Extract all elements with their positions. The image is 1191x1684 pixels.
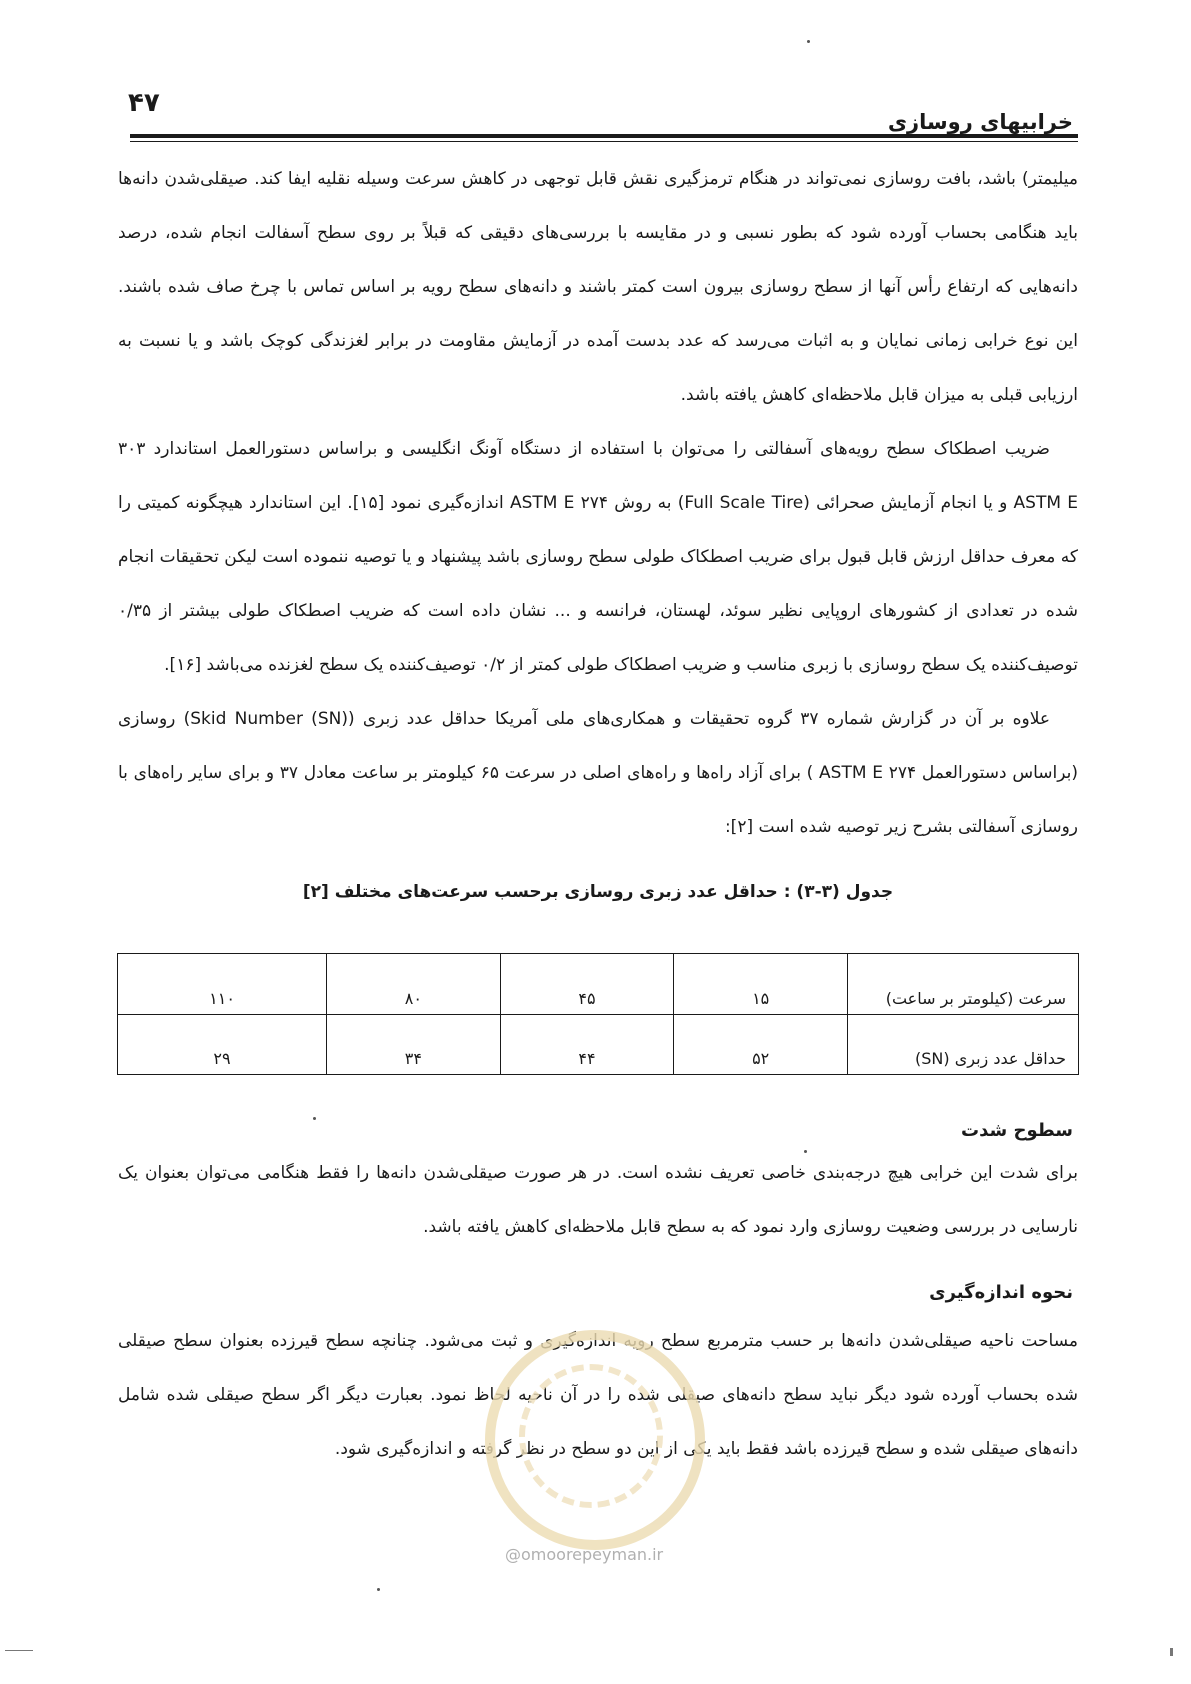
sn-cell: ۳۴ [327,1014,501,1075]
scan-edge-mark [5,1650,33,1651]
measurement-paragraph: مساحت ناحیه صیقلی‌شدن دانه‌ها بر حسب مترمربع سطح رویه اندازه‌گیری و ثبت می‌شود. چنانچه سطح قیرزده بعنوان سطح صیقلی شده بحساب آورده شود دیگر نباید سطح دانه‌های صیقلی شده را در آن ناحیه لحاظ نمود. بعبارت دیگر اگر سطح صیقلی شده شامل دانه‌های صیقلی شده و سطح قیرزده باشد فقط باید یکی از این دو سطح در نظر گرفته و اندازه‌گیری شود. [118,1331,1078,1459]
scan-speck [804,1150,807,1153]
sn-row-label: حداقل عدد زبری (SN) [848,1014,1079,1075]
severity-paragraph: برای شدت این خرابی هیچ درجه‌بندی خاصی تعریف نشده است. در هر صورت صیقلی‌شدن دانه‌ها را فقط هنگامی می‌توان بعنوان یک نارسایی در بررسی وضعیت روسازی وارد نمود که به سطح قابل ملاحظه‌ای کاهش یافته باشد. [118,1163,1078,1237]
scan-speck [377,1588,380,1591]
scan-edge-mark [1170,1648,1173,1656]
table-row-speed [118,954,1079,1015]
sn-cell: ۲۹ [118,1014,327,1075]
speed-cell: ۱۵ [674,954,848,1015]
paragraph-2: ضریب اصطکاک سطح رویه‌های آسفالتی را می‌توان با استفاده از دستگاه آونگ انگلیسی و براساس دستورالعمل استاندارد ۳۰۳ ASTM E و یا انجام آزمایش صحرائی (Full Scale Tire) به روش ASTM E ۲۷۴ اندازه‌گیری نمود [۱۵]. این استاندارد هیچگونه کمیتی را که معرف حداقل ارزش قابل قبول برای ضریب اصطکاک طولی سطح روسازی باشد پیشنهاد و یا توصیه ننموده است لیکن تحقیقات انجام شده در تعدادی از کشورهای اروپایی نظیر سوئد، لهستان، فرانسه و ... نشان داده است که ضریب اصطکاک طولی بیشتر از ۰/۳۵ توصیف‌کننده یک سطح روسازی با زبری مناسب و ضریب اصطکاک طولی کمتر از ۰/۲ توصیف‌کننده یک سطح لغزنده می‌باشد [۱۶]. [118,439,1078,675]
sn-cell: ۵۲ [674,1014,848,1075]
page-number: ۴۷ [128,88,160,118]
watermark-text: @omoorepeyman.ir [505,1545,664,1564]
speed-cell: ۴۵ [500,954,674,1015]
severity-section [118,1146,1078,1254]
scan-speck [807,40,810,43]
watermark-seal-inner [519,1364,663,1508]
table-row-sn [118,1014,1079,1075]
measurement-heading: نحوه اندازه‌گیری [929,1282,1073,1303]
paragraph-3: علاوه بر آن در گزارش شماره ۳۷ گروه تحقیقات و همکاری‌های ملی آمریکا حداقل عدد زبری (Skid Number (SN)) روسازی (براساس دستورالعمل ASTM E ۲۷۴ ) برای آزاد راه‌ها و راه‌های اصلی در سرعت ۶۵ کیلومتر بر ساعت معادل ۳۷ و برای سایر راه‌های با روسازی آسفالتی بشرح زیر توصیه شده است [۲]: [118,709,1078,837]
table-caption: جدول (۳-۳) : حداقل عدد زبری روسازی برحسب سرعت‌های مختلف [۲] [302,882,894,902]
speed-cell: ۱۱۰ [118,954,327,1015]
sn-cell: ۴۴ [500,1014,674,1075]
header-rule-thick [130,134,1078,138]
scan-speck [313,1117,316,1120]
severity-heading: سطوح شدت [961,1120,1073,1141]
sn-speed-table [117,953,1079,1075]
speed-cell: ۸۰ [327,954,501,1015]
paragraph-1: میلیمتر) باشد، بافت روسازی نمی‌تواند در هنگام ترمزگیری نقش قابل توجهی در کاهش سرعت وسیله نقلیه ایفا کند. صیقلی‌شدن دانه‌ها باید هنگامی بحساب آورده شود که بطور نسبی و در مقایسه با بررسی‌های دقیقی که قبلاً بر روی سطح آسفالت انجام شده، درصد دانه‌هایی که ارتفاع رأس آنها از سطح روسازی بیرون است کمتر باشند و دانه‌های سطح رویه بر اساس تماس با چرخ صاف شده باشند. این نوع خرابی زمانی نمایان و به اثبات می‌رسد که عدد بدست آمده در آزمایش مقاومت در برابر لغزندگی کوچک باشد و یا نسبت به ارزیابی قبلی به میزان قابل ملاحظه‌ای کاهش یافته باشد. [118,169,1078,405]
speed-row-label: سرعت (کیلومتر بر ساعت) [848,954,1079,1015]
body-paragraphs [118,152,1078,854]
header-rule-thin [130,141,1078,142]
watermark-seal [485,1330,705,1550]
running-header: خرابیهای روسازی [887,110,1073,134]
